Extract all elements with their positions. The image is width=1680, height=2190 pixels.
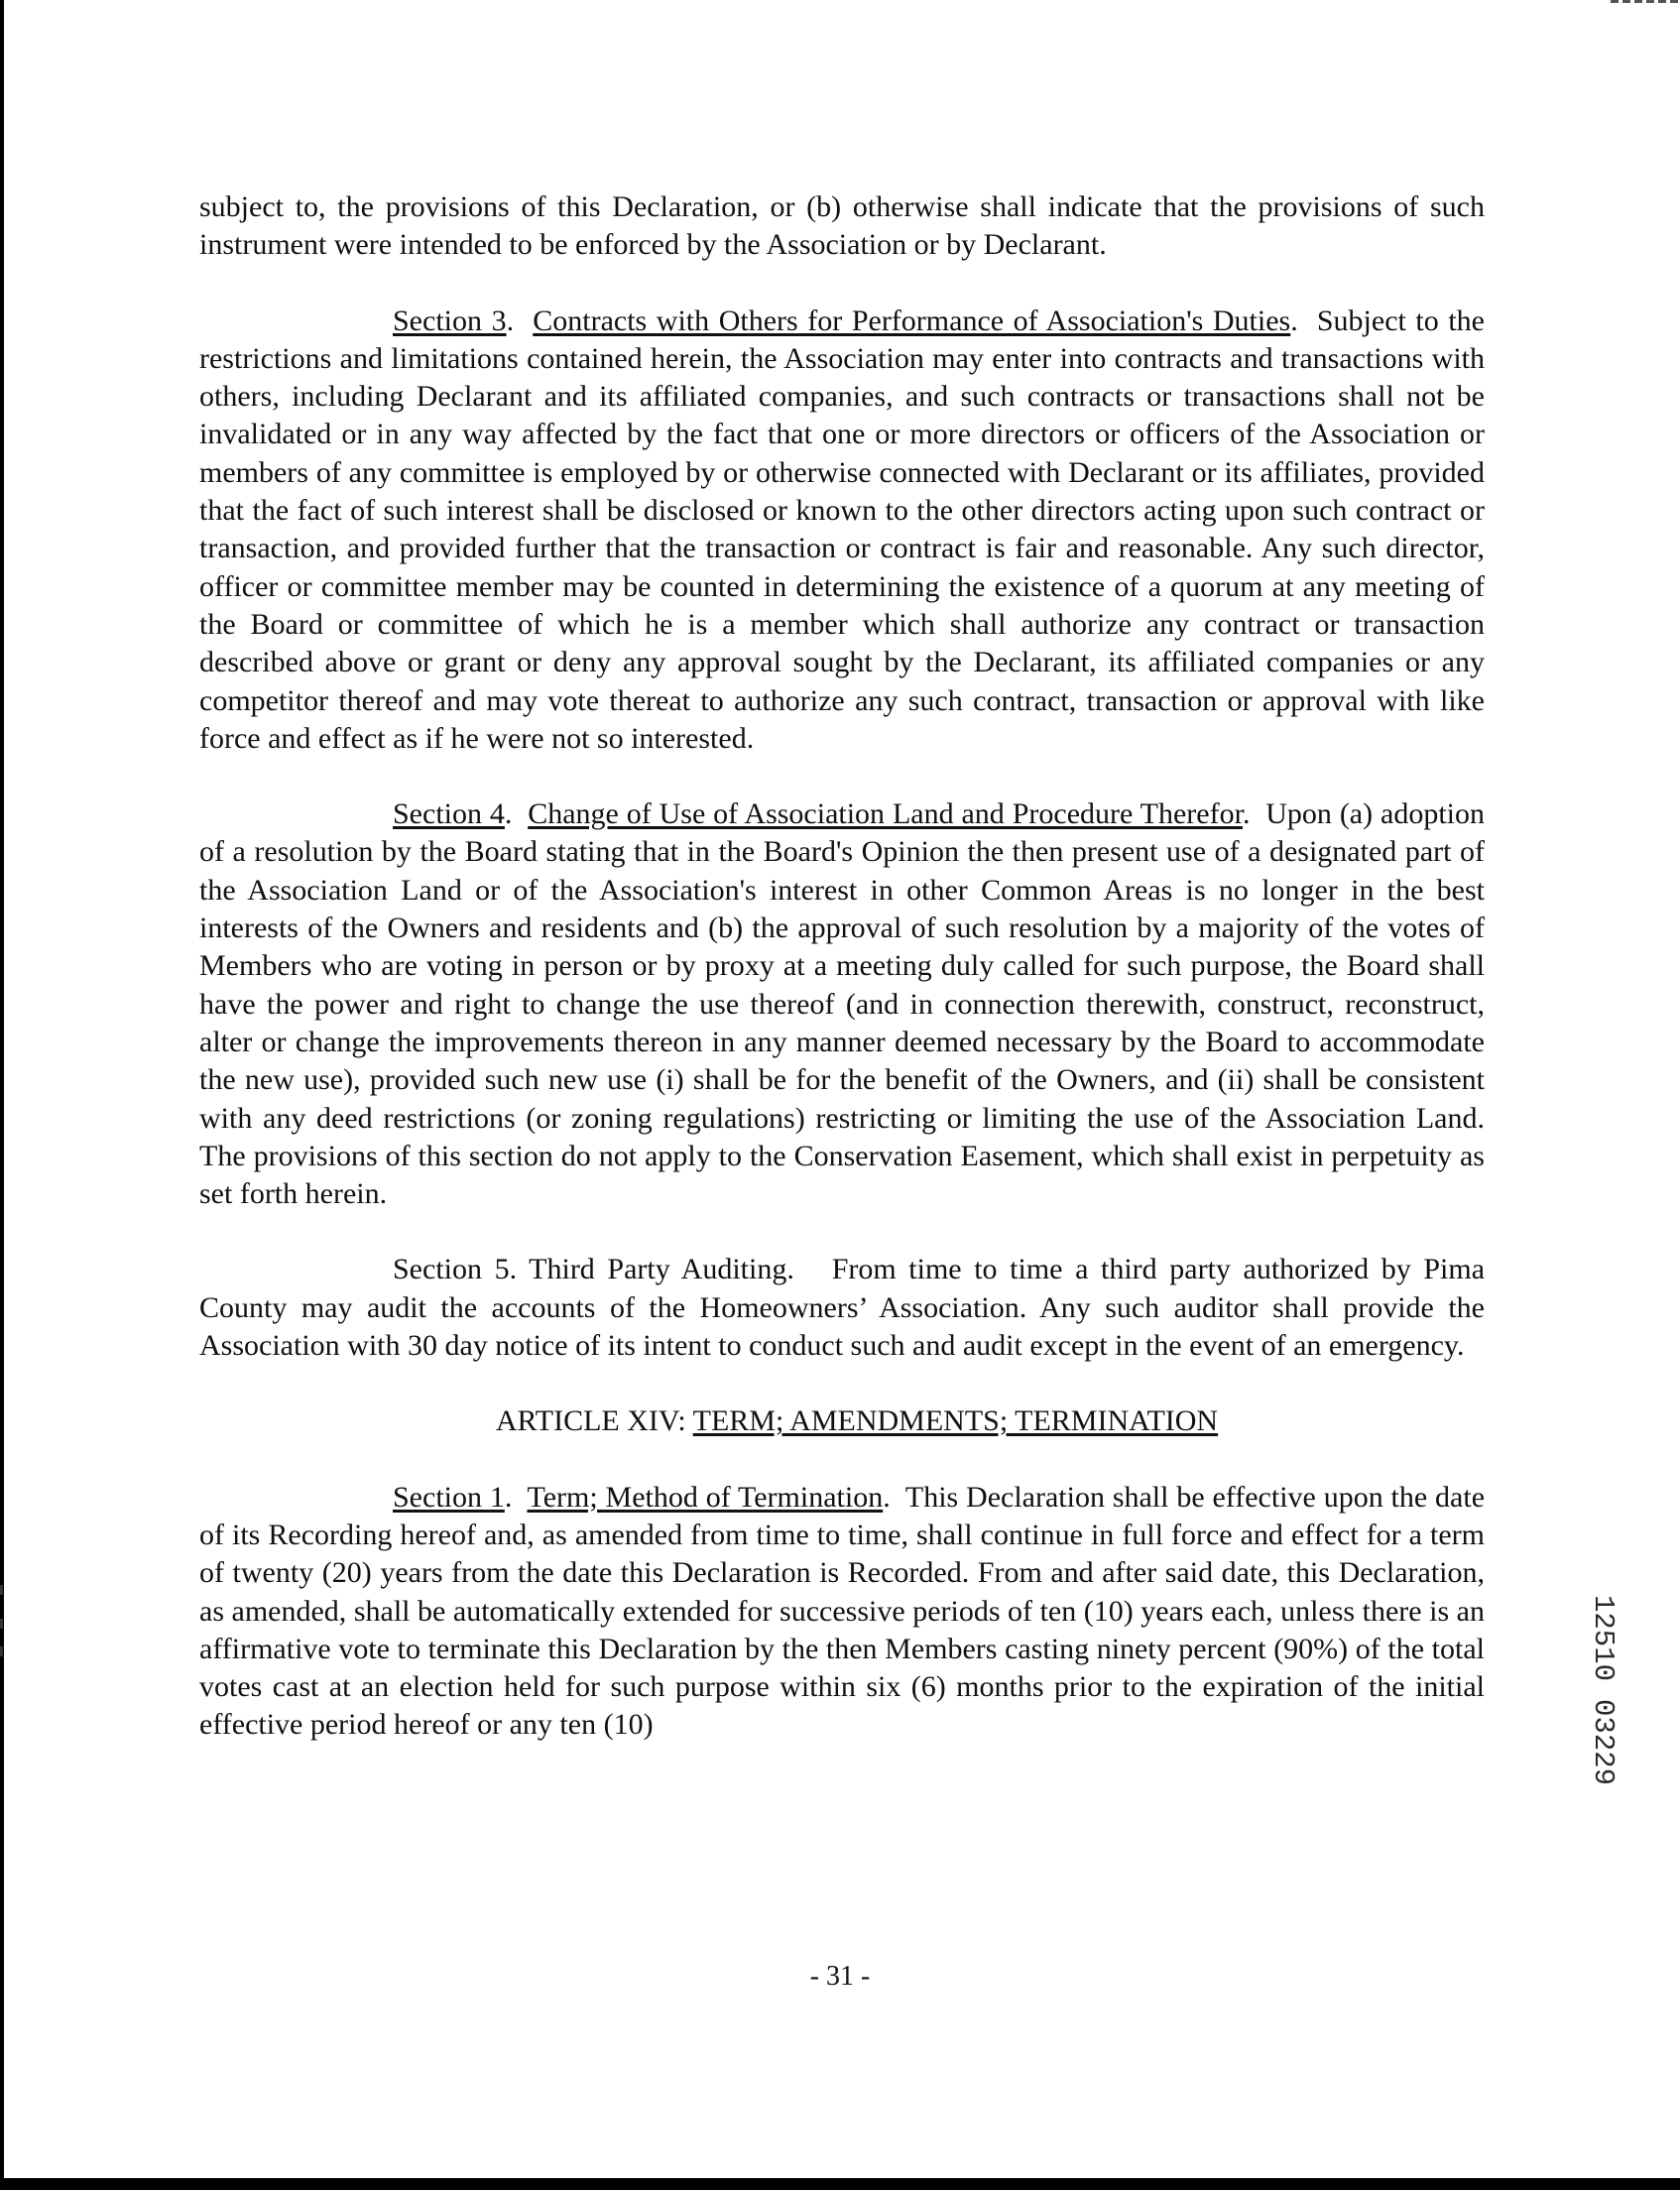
paragraph-body: subject to, the provisions of this Declaration, or (b) otherwise shall indicate that the provisions of such instrument were intended to be enforced by the Association or by Declarant. — [199, 190, 1485, 262]
section-number: Section 4 — [393, 797, 505, 831]
paragraph-body: This Declaration shall be effective upon the date of its Recording hereof and, as amended from time to time, shall continue in full force and effect for a term of twenty (20) years from the date this Declaration is Recorded. From and after said date, this Declaration, as amended, shall be automatically extended for successive periods of ten (10) years each, unless there is an affirmative vote to terminate this Declaration by the then Members casting ninety percent (90%) of the total votes cast at an election held for such purpose within six (6) months prior to the expiration of the initial effective period hereof or any ten (10) — [199, 1480, 1486, 1742]
document-page — [199, 188, 1485, 1745]
paragraph-intro — [199, 188, 1485, 265]
article-title: TERM; AMENDMENTS; TERMINATION — [692, 1404, 1219, 1438]
paragraph-section-3: Section 3. Contracts with Others for Performance of Association's Duties. Subject to the restrictions and limitations contained herein, the Association may enter into contracts and transactions with others, including Declarant and its affiliated companies, and such contracts or transactions shall not be invalidated or in any way affected by the fact that one or more directors or officers of the Association or members of any committee is employed by or otherwise connected with Declarant or its affiliates, provided that the fact of such interest shall be disclosed or known to the other directors acting upon such contract or transaction, and provided further that the transaction or contract is fair and reasonable. Any such director, officer or committee member may be counted in determining the existence of a quorum at any meeting of the Board or committee of which he is a member which shall authorize any contract or transaction described above or grant or deny any approval sought by the Declarant, its affiliated companies or any competitor thereof and may vote thereat to authorize any such contract, transaction or approval with like force and effect as if he were not so interested. — [199, 304, 1485, 755]
recording-stamp-part2: 03229 — [1587, 1699, 1620, 1786]
scan-edge-bottom — [0, 2178, 1680, 2190]
article-prefix: ARTICLE XIV: — [495, 1404, 693, 1438]
page-number: - 31 - — [809, 1961, 871, 1992]
article-heading — [199, 1402, 1485, 1440]
section-title: Change of Use of Association Land and Procedure Therefor — [528, 797, 1243, 831]
section-title: Contracts with Others for Performance of Association's Duties — [533, 304, 1291, 337]
scan-tick-mark — [0, 1585, 3, 1595]
scan-edge-top-right — [1611, 0, 1680, 3]
scan-edge-left — [0, 0, 4, 2190]
paragraph-body: Upon (a) adoption of a resolution by the Board stating that in the Board's Opinion the then present use of a designated part of the Association Land or of the Association's interest in other Common Areas is no longer in the best interests of the Owners and residents and (b) the approval of such resolution by a majority of the votes of Members who are voting in person or by proxy at a meeting duly called for such purpose, the Board shall have the power and right to change the use thereof (and in connection therewith, construct, reconstruct, alter or change the improvements thereon in any manner deemed necessary by the Board to accommodate the new use), provided such new use (i) shall be for the benefit of the Owners, and (ii) shall be consistent with any deed restrictions (or zoning regulations) restricting or limiting the use of the Association Land. The provisions of this section do not apply to the Conservation Easement, which shall exist in perpetuity as set forth herein. — [199, 797, 1485, 1211]
section-number: Section 3 — [393, 304, 507, 337]
section-number: Section 1 — [393, 1480, 505, 1514]
paragraph-body: Subject to the restrictions and limitations contained herein, the Association may enter into contracts and transactions with others, including Declarant and its affiliated companies, and such contracts or transactions shall not be invalidated or in any way affected by the fact that one or more directors or officers of the Association or members of any committee is employed by or otherwise connected with Declarant or its affiliates, provided that the fact of such interest shall be disclosed or known to the other directors acting upon such contract or transaction, and provided further that the transaction or contract is fair and reasonable. Any such director, officer or committee member may be counted in determining the existence of a quorum at any meeting of the Board or committee of which he is a member which shall authorize any contract or transaction described above or grant or deny any approval sought by the Declarant, its affiliated companies or any competitor thereof and may vote thereat to authorize any such contract, transaction or approval with like force and effect as if he were not so interested. — [199, 304, 1485, 755]
paragraph-body: From time to time a third party authorized by Pima County may audit the accounts of the Homeowners’ Association. Any such auditor shall provide the Association with 30 day notice of its intent to conduct such and audit except in the event of an emergency. — [199, 1253, 1486, 1363]
scan-tick-mark — [0, 1619, 3, 1629]
paragraph-article-section-1: Section 1. Term; Method of Termination. This Declaration shall be effective upon the date of its Recording hereof and, as amended from time to time, shall continue in full force and effect for a term of twenty (20) years from the date this Declaration is Recorded. From and after said date, this Declaration, as amended, shall be automatically extended for successive periods of ten (10) years each, unless there is an affirmative vote to terminate this Declaration by the then Members casting ninety percent (90%) of the total votes cast at an election held for such purpose within six (6) months prior to the expiration of the initial effective period hereof or any ten (10) — [199, 1480, 1486, 1742]
recording-stamp — [1582, 1595, 1621, 1833]
section-heading: Section 5. Third Party Auditing. — [393, 1253, 794, 1286]
paragraph-section-5 — [199, 1251, 1485, 1365]
recording-stamp-part1: 12510 — [1587, 1595, 1620, 1682]
scan-tick-mark — [0, 1646, 3, 1656]
paragraph-section-4: Section 4. Change of Use of Association Land and Procedure Therefor. Upon (a) adoption of a resolution by the Board stating that in the Board's Opinion the then present use of a designated part of the Association Land or of the Association's interest in other Common Areas is no longer in the best interests of the Owners and residents and (b) the approval of such resolution by a majority of the votes of Members who are voting in person or by proxy at a meeting duly called for such purpose, the Board shall have the power and right to change the use thereof (and in connection therewith, construct, reconstruct, alter or change the improvements thereon in any manner deemed necessary by the Board to accommodate the new use), provided such new use (i) shall be for the benefit of the Owners, and (ii) shall be consistent with any deed restrictions (or zoning regulations) restricting or limiting the use of the Association Land. The provisions of this section do not apply to the Conservation Easement, which shall exist in perpetuity as set forth herein. — [199, 797, 1485, 1211]
section-title: Term; Method of Termination — [527, 1480, 884, 1514]
